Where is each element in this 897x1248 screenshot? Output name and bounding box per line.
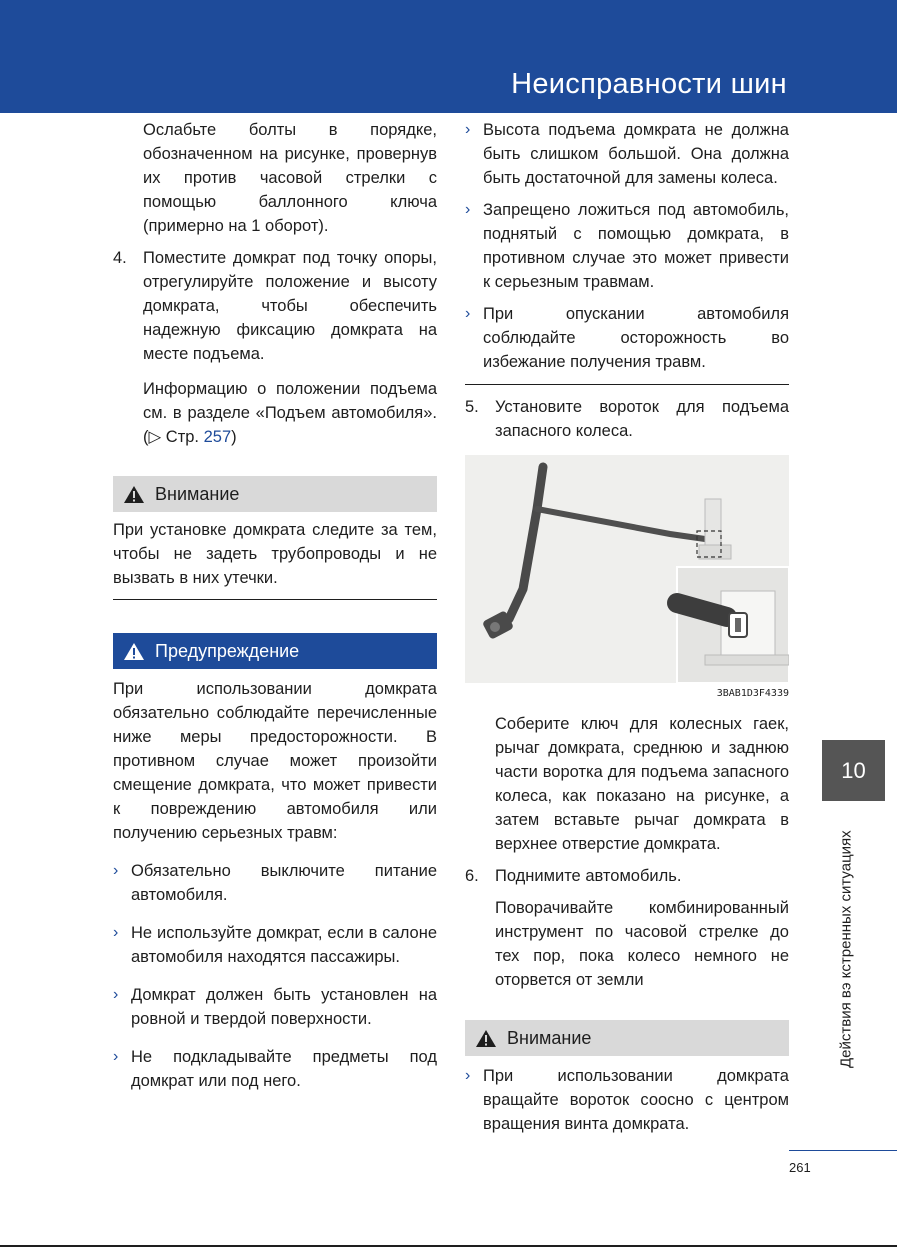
list-item	[113, 921, 437, 969]
page-bottom-rule	[0, 1245, 897, 1247]
chevron-right-icon: ›	[113, 924, 119, 941]
list-item	[113, 1045, 437, 1093]
list-item-text: Не подкладывайте предметы под домкрат или под него.	[131, 1048, 437, 1090]
section-title: Неисправности шин	[511, 68, 787, 100]
warning-triangle-icon	[475, 1029, 497, 1048]
list-item	[113, 859, 437, 907]
page-header	[0, 0, 897, 113]
caution-text: При установке домкрата следите за тем, чтобы не задеть трубопроводы и не вызвать в них утечки.	[113, 521, 437, 587]
page-number: 261	[789, 1160, 811, 1175]
figure-code: 3BAB1D3F4339	[716, 688, 789, 699]
list-item-text: Не используйте домкрат, если в салоне автомобиля находятся пассажиры.	[131, 924, 437, 966]
right-column	[465, 118, 789, 1136]
warning-triangle-icon	[123, 485, 145, 504]
info-text: Информацию о положении подъема см. в разделе «Подъем автомобиля». (	[143, 380, 437, 446]
step-number: 5.	[465, 398, 479, 416]
list-item-text: Запрещено ложиться под автомобиль, поднятый с помощью домкрата, в противном случае это может привести к серьезным травмам.	[483, 201, 789, 291]
list-item-text: При использовании домкрата вращайте вороток соосно с центром вращения винта домкрата.	[483, 1067, 789, 1133]
warning-bar	[113, 633, 437, 669]
step-6-detail: Поворачивайте комбинированный инструмент по часовой стрелке до тех пор, пока колесо немного не оторвется от земли	[495, 899, 789, 989]
list-item-text: Высота подъема домкрата не должна быть слишком большой. Она должна быть достаточной для замены колеса.	[483, 121, 789, 187]
caution-bar	[113, 476, 437, 512]
chevron-right-icon: ›	[465, 1067, 471, 1084]
divider	[465, 384, 789, 385]
step-number: 6.	[465, 867, 479, 885]
list-item	[113, 983, 437, 1031]
page-number-rule	[789, 1150, 897, 1151]
list-item	[465, 118, 789, 190]
list-item-text: Домкрат должен быть установлен на ровной и твердой поверхности.	[131, 986, 437, 1028]
list-item-text: Обязательно выключите питание автомобиля.	[131, 862, 437, 904]
chevron-right-icon: ›	[465, 121, 471, 138]
warning-triangle-icon	[123, 642, 145, 661]
step-4-info	[113, 377, 437, 449]
intro-paragraph: Ослабьте болты в порядке, обозначенном на рисунке, провернув их против часовой стрелки с помощью баллонного ключа (примерно на 1 оборот).	[143, 121, 437, 235]
list-item-text: При опускании автомобиля соблюдайте осторожность во избежание получения травм.	[483, 305, 789, 371]
step-text: Поместите домкрат под точку опоры, отрегулируйте положение и высоту домкрата, чтобы обеспечить надежную фиксацию домкрата на месте подъема.	[143, 249, 437, 363]
list-item	[465, 302, 789, 374]
page-link[interactable]: 257	[203, 428, 232, 446]
jack-handle-illustration	[465, 455, 789, 683]
step-text: Поднимите автомобиль.	[495, 867, 682, 885]
step-text: Установите вороток для подъема запасного колеса.	[495, 398, 789, 440]
list-item	[465, 1064, 789, 1136]
list-item	[465, 198, 789, 294]
step-5-detail: Соберите ключ для колесных гаек, рычаг домкрата, среднюю и заднюю части воротка для подъема запасного колеса, как показано на рисунке, а затем вставьте рычаг домкрата в верхнее отверстие домкрата.	[495, 715, 789, 853]
caution-bar	[465, 1020, 789, 1056]
step-4	[113, 246, 437, 366]
left-column	[113, 118, 437, 1093]
step-5	[465, 395, 789, 443]
divider	[113, 599, 437, 600]
chapter-title-vertical: Действия вэ кстренных ситуациях	[837, 830, 855, 1068]
warning-title: Предупреждение	[155, 641, 300, 661]
chevron-right-icon: ›	[113, 1048, 119, 1065]
chevron-right-icon: ›	[465, 305, 471, 322]
caution-title: Внимание	[507, 1028, 592, 1048]
info-text: Стр.	[161, 428, 204, 446]
chevron-right-icon: ›	[465, 201, 471, 218]
page-ref-arrow-icon: ▷	[148, 428, 162, 446]
warning-text: При использовании домкрата обязательно соблюдайте перечисленные ниже меры предосторожности. В противном случае может произойти смещение домкрата, что может привести к повреждению автомобиля или получению серьезных травм:	[113, 680, 437, 842]
info-text: )	[231, 428, 237, 446]
chevron-right-icon: ›	[113, 986, 119, 1003]
step-number: 4.	[113, 249, 127, 267]
caution-title: Внимание	[155, 484, 240, 504]
chevron-right-icon: ›	[113, 862, 119, 879]
chapter-tab: 10	[822, 740, 885, 801]
jack-handle-figure	[465, 455, 789, 683]
step-6	[465, 864, 789, 888]
